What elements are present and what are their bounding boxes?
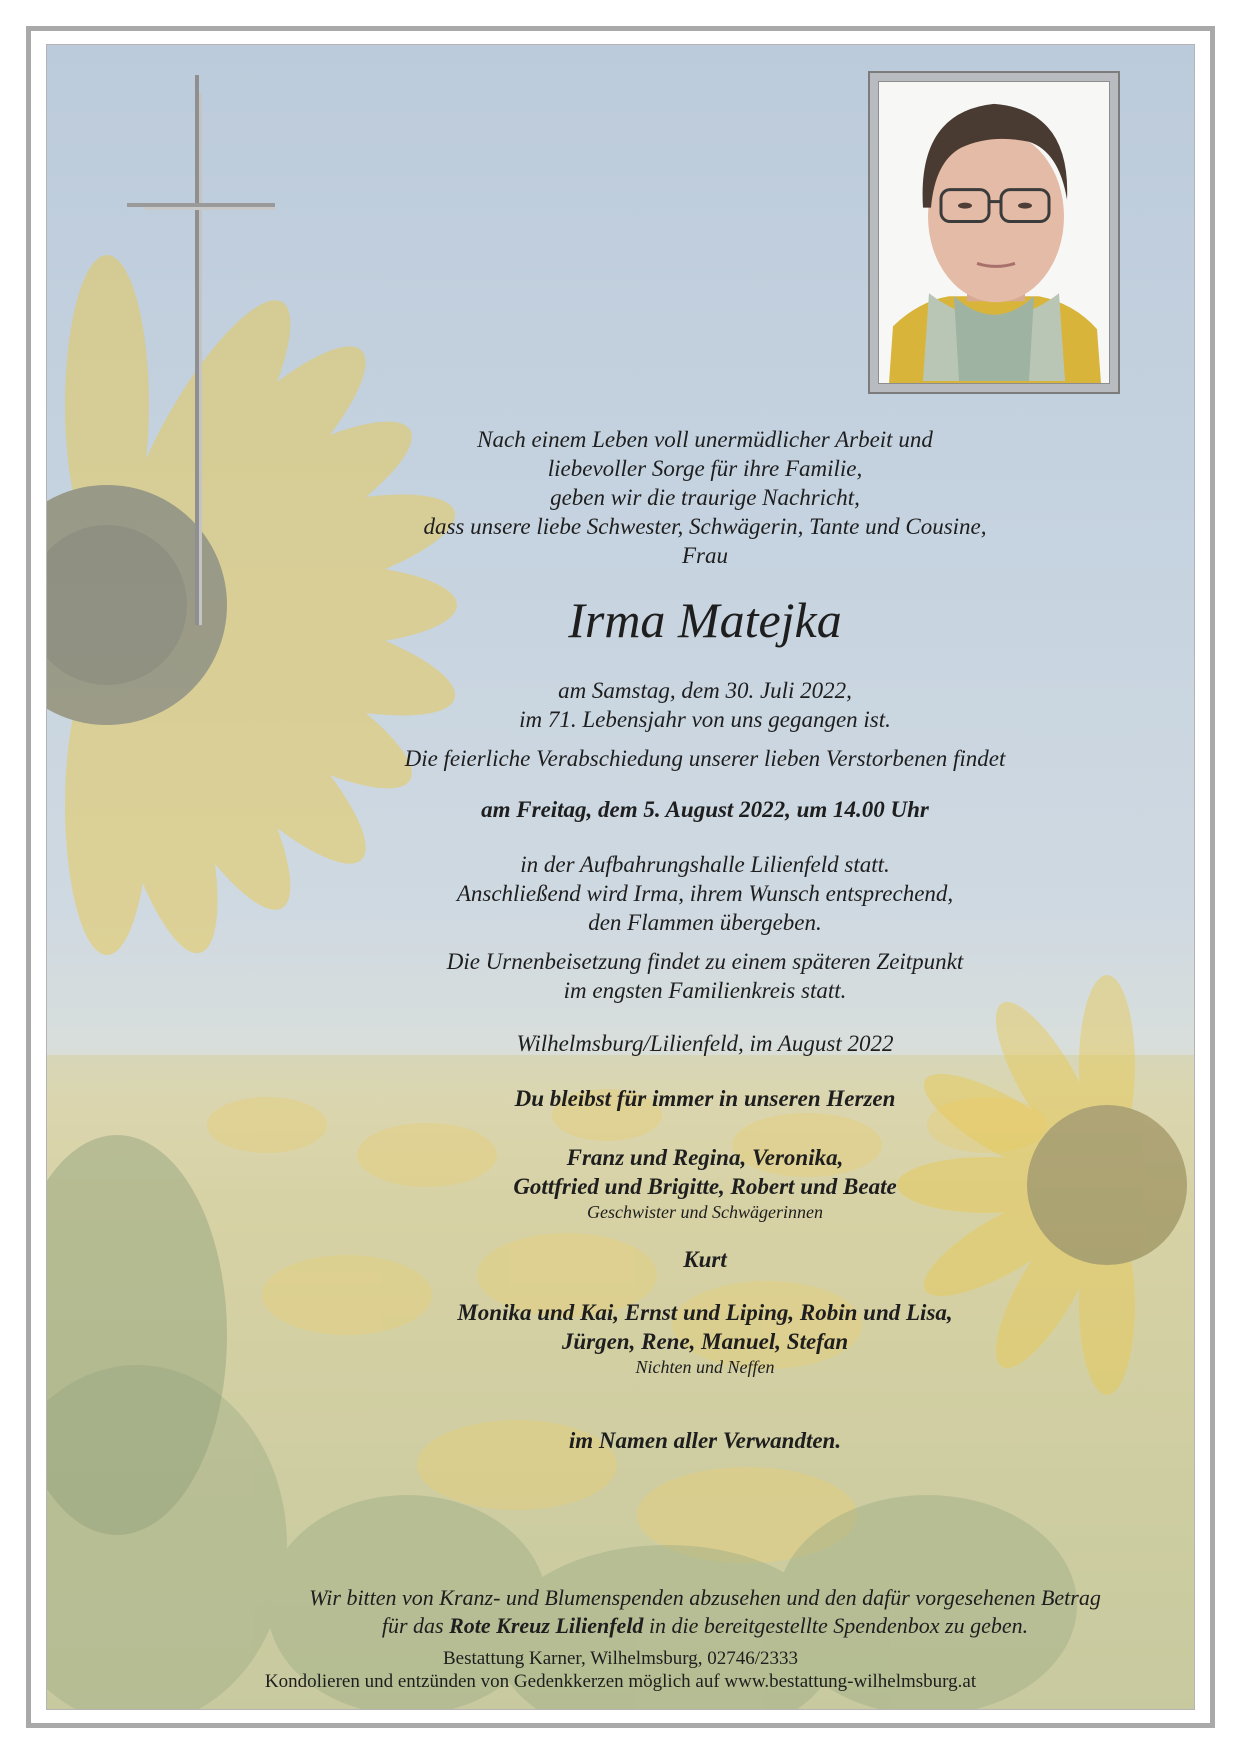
place-date: Wilhelmsburg/Lilienfeld, im August 2022: [516, 1031, 894, 1056]
death-line: am Samstag, dem 30. Juli 2022,: [558, 678, 852, 703]
intro-line: Nach einem Leben voll unermüdlicher Arbeit und: [477, 427, 933, 452]
nieces-role: Nichten und Neffen: [635, 1357, 775, 1377]
farewell-place-block: [230, 850, 1180, 937]
motto: Du bleibst für immer in unseren Herzen: [514, 1086, 896, 1111]
condolence-info: Kondolieren und entzünden von Gedenkkerzen möglich auf www.bestattung-wilhelmsburg.at: [264, 1671, 977, 1692]
donation-organization: Rote Kreuz Lilienfeld: [449, 1613, 644, 1638]
donation-text: in die bereitgestellte Spendenbox zu geben.: [643, 1613, 1029, 1638]
portrait-photo: [878, 81, 1110, 384]
donation-block: [230, 1584, 1180, 1640]
siblings-line: Gottfried und Brigitte, Robert und Beate: [513, 1174, 897, 1199]
donation-line-1: Wir bitten von Kranz- und Blumenspenden abzusehen und den dafür vorgesehenen Betrag: [309, 1585, 1101, 1610]
kurt-name: Kurt: [683, 1247, 727, 1272]
portrait-frame: [868, 71, 1120, 394]
urn-line: Die Urnenbeisetzung findet zu einem späteren Zeitpunkt: [446, 949, 964, 974]
notice-text: [230, 425, 1180, 1455]
nieces-line: Monika und Kai, Ernst und Liping, Robin und Lisa,: [457, 1300, 953, 1325]
urn-line: im engsten Familienkreis statt.: [563, 978, 847, 1003]
intro-line: Frau: [682, 543, 728, 568]
footer: [46, 1647, 1195, 1693]
undertaker-info: Bestattung Karner, Wilhelmsburg, 02746/2333: [442, 1648, 799, 1669]
siblings-role: Geschwister und Schwägerinnen: [587, 1202, 823, 1222]
intro-line: dass unsere liebe Schwester, Schwägerin, Tante und Cousine,: [423, 514, 987, 539]
relatives-line: im Namen aller Verwandten.: [568, 1428, 842, 1453]
farewell-place-line: in der Aufbahrungshalle Lilienfeld statt.: [520, 852, 890, 877]
farewell-intro: Die feierliche Verabschiedung unserer lieben Verstorbenen findet: [404, 746, 1006, 771]
nieces-block: [230, 1298, 1180, 1378]
siblings-block: [230, 1143, 1180, 1223]
death-line: im 71. Lebensjahr von uns gegangen ist.: [519, 707, 891, 732]
intro-line: liebevoller Sorge für ihre Familie,: [547, 456, 863, 481]
intro-block: [230, 425, 1180, 570]
death-block: [230, 676, 1180, 734]
farewell-date: am Freitag, dem 5. August 2022, um 14.00 Uhr: [481, 797, 929, 822]
donation-line-2: [230, 1612, 1180, 1640]
farewell-place-line: Anschließend wird Irma, ihrem Wunsch entsprechend,: [456, 881, 954, 906]
urn-block: [230, 947, 1180, 1005]
intro-line: geben wir die traurige Nachricht,: [550, 485, 860, 510]
deceased-name: Irma Matejka: [568, 592, 842, 648]
donation-text: für das: [381, 1613, 450, 1638]
siblings-line: Franz und Regina, Veronika,: [566, 1145, 844, 1170]
farewell-place-line: den Flammen übergeben.: [588, 910, 822, 935]
nieces-line: Jürgen, Rene, Manuel, Stefan: [561, 1329, 849, 1354]
